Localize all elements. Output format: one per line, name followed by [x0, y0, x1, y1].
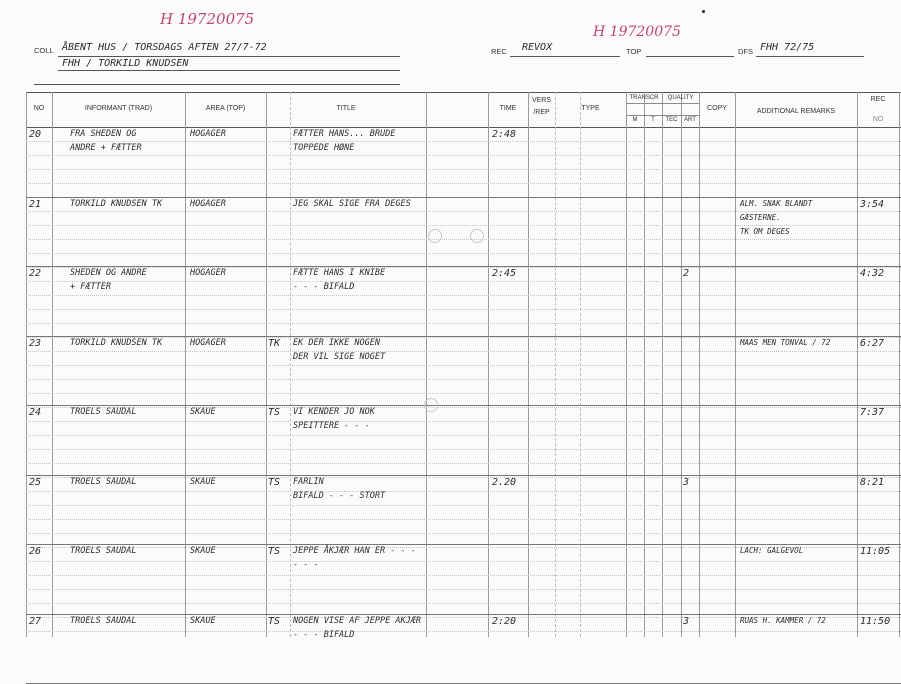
area-value: SKAUE [190, 546, 216, 556]
header-vers: VERS [531, 97, 552, 104]
title-text: FARLIN [293, 477, 324, 487]
title-text: EK DER IKKE NOGEN [293, 338, 380, 348]
time-value: 2.20 [492, 477, 517, 488]
header-tec: TEC [665, 117, 678, 123]
rec-number: 7:37 [860, 407, 885, 418]
archive-stamp-right: H 19720075 [593, 24, 681, 40]
remark-text: GÆSTERNE. [740, 213, 781, 222]
rec-number: 11:05 [860, 546, 891, 557]
informant-code: TS [268, 616, 281, 627]
top-label: TOP [626, 47, 642, 56]
area-value: HOGAGER [190, 338, 226, 348]
ruled-line [26, 323, 901, 324]
informant-name: TROELS SAUDAL [70, 407, 137, 417]
ruled-line [26, 575, 901, 576]
title-text: TOPPEDE HØNE [293, 143, 355, 153]
ruled-line [26, 155, 901, 156]
area-value: SKAUE [190, 407, 216, 417]
ruled-line [26, 519, 901, 520]
header-rep: /REP [533, 109, 550, 116]
coll-label: COLL [34, 46, 54, 55]
row-number: 26 [29, 546, 42, 557]
row-number: 21 [29, 199, 42, 210]
row-separator [26, 266, 901, 267]
ruled-line [26, 225, 901, 226]
header-informant: INFORMANT (TRAD) [84, 105, 153, 112]
quality-art-value: 3 [683, 616, 690, 627]
header-transcr: TRANSCR [629, 95, 659, 101]
quality-art-value: 3 [683, 477, 690, 488]
informant-code: TS [268, 477, 281, 488]
time-value: 2:48 [492, 129, 517, 140]
time-value: 2:20 [492, 616, 517, 627]
ruled-line [26, 309, 901, 310]
ruled-line [26, 603, 901, 604]
title-text: NOGEN VISE AF JEPPE AKJÆR [293, 616, 421, 626]
header-t: T [651, 117, 655, 123]
top-underline [646, 56, 734, 57]
informant-code: TS [268, 407, 281, 418]
header-rec: REC [870, 96, 886, 103]
rec-label: REC [491, 47, 507, 56]
header-title: TITLE [336, 105, 356, 112]
punch-hole-mark [424, 398, 438, 412]
rec-number: 11:50 [860, 616, 891, 627]
title-text: VI KENDER JO NOK [293, 407, 375, 417]
ink-dot [702, 10, 705, 13]
title-text: FÆTTER HANS... BRUDE [293, 129, 396, 139]
ruled-line [26, 477, 901, 478]
informant-name: ANDRE + FÆTTER [70, 143, 142, 153]
row-number: 27 [29, 616, 42, 627]
title-text: - - - BIFALD [293, 282, 355, 292]
rec-value: REVOX [522, 42, 553, 53]
ruled-line [26, 211, 901, 212]
header-remarks: ADDITIONAL REMARKS [756, 108, 836, 115]
coll-underline-3 [34, 84, 400, 85]
remark-text: MAAS MEN TONVAL / 72 [740, 338, 831, 347]
title-text: - - - [293, 560, 319, 570]
punch-hole-mark [470, 229, 484, 243]
remark-text: RUAS H. KAMMER / 72 [740, 616, 826, 625]
informant-name: + FÆTTER [70, 282, 111, 292]
dfs-label: DFS [738, 47, 753, 56]
informant-name: SHEDEN OG ANDRE [70, 268, 147, 278]
ruled-line [26, 421, 901, 422]
informant-name: TROELS SAUDAL [70, 616, 137, 626]
ruled-line [26, 253, 901, 254]
ruled-line [26, 407, 901, 408]
header-rec-no: NO [872, 116, 884, 123]
ruled-line [26, 365, 901, 366]
area-value: SKAUE [190, 616, 216, 626]
coll-underline-2 [58, 70, 400, 71]
area-value: SKAUE [190, 477, 216, 487]
punch-hole-mark [428, 229, 442, 243]
row-number: 22 [29, 268, 42, 279]
title-text: JEG SKAL SIGE FRA DEGES [293, 199, 411, 209]
header-no: NO [33, 105, 45, 112]
title-text: JEPPE ÅKJÆR HAN ER - - - [293, 546, 416, 556]
archive-stamp-left: H 19720075 [160, 10, 255, 28]
header-time: TIME [499, 105, 517, 112]
subheader-rule [626, 115, 699, 116]
coll-underline-1 [58, 56, 400, 57]
ruled-line [26, 183, 901, 184]
rec-number: 8:21 [860, 477, 885, 488]
remark-text: TK OM DEGES [740, 227, 790, 236]
header-art: ART [684, 117, 696, 123]
rec-number: 3:54 [860, 199, 885, 210]
area-value: HOGAGER [190, 199, 226, 209]
remark-text: ALM. SNAK BLANDT [740, 199, 813, 208]
ruled-line [26, 631, 901, 632]
ruled-line [26, 561, 901, 562]
informant-name: TORKILD KNUDSEN TK [70, 199, 163, 209]
header-m: M [632, 117, 638, 123]
ruled-line [26, 281, 901, 282]
area-value: HOGAGER [190, 268, 226, 278]
ruled-line [26, 589, 901, 590]
header-area: AREA (TOP) [205, 105, 246, 112]
title-text: BIFALD - - - STORT [293, 491, 386, 501]
rec-number: 4:32 [860, 268, 885, 279]
informant-code: TS [268, 546, 281, 557]
row-separator [26, 544, 901, 545]
ruled-line [26, 491, 901, 492]
rec-underline [510, 56, 620, 57]
area-value: HOGAGER [190, 129, 226, 139]
ruled-line [26, 463, 901, 464]
coll-line-1: ÅBENT HUS / TORSDAGS AFTEN 27/7-72 [62, 42, 267, 53]
row-number: 24 [29, 407, 42, 418]
coll-line-2: FHH / TORKILD KNUDSEN [62, 58, 189, 69]
row-separator [26, 197, 901, 198]
header-copy: COPY [707, 105, 727, 112]
row-separator [26, 614, 901, 615]
ruled-line [26, 393, 901, 394]
table-top-rule [26, 92, 901, 93]
row-number: 23 [29, 338, 42, 349]
row-number: 25 [29, 477, 42, 488]
title-text: FÆTTE HANS I KNIBE [293, 268, 386, 278]
row-number: 20 [29, 129, 42, 140]
ruled-line [26, 379, 901, 380]
ruled-line [26, 267, 901, 268]
row-separator [26, 475, 901, 476]
ruled-line [26, 435, 901, 436]
title-text: SPEITTERE - - - [293, 421, 370, 431]
ruled-line [26, 295, 901, 296]
ruled-line [26, 505, 901, 506]
title-text: DER VIL SIGE NOGET [293, 352, 386, 362]
quality-art-value: 2 [683, 268, 690, 279]
informant-name: TROELS SAUDAL [70, 477, 137, 487]
dfs-value: FHH 72/75 [760, 42, 815, 53]
ruled-line [26, 449, 901, 450]
row-separator [26, 405, 901, 406]
time-value: 2:45 [492, 268, 517, 279]
ruled-line [26, 239, 901, 240]
ruled-line [26, 141, 901, 142]
informant-name: TROELS SAUDAL [70, 546, 137, 556]
subheader-rule [626, 103, 699, 104]
remark-text: LACH: GALGEVOL [740, 546, 804, 555]
dfs-underline [756, 56, 864, 57]
title-text: - - - BIFALD [293, 630, 355, 640]
header-quality: QUALITY [667, 95, 694, 101]
row-separator [26, 336, 901, 337]
informant-name: FRA SHEDEN OG [70, 129, 137, 139]
ruled-line [26, 169, 901, 170]
ruled-line [26, 533, 901, 534]
rec-number: 6:27 [860, 338, 885, 349]
header-type: TYPE [581, 105, 600, 112]
informant-name: TORKILD KNUDSEN TK [70, 338, 163, 348]
header-bottom-rule [26, 127, 901, 128]
ruled-line [26, 351, 901, 352]
informant-code: TK [268, 338, 281, 349]
